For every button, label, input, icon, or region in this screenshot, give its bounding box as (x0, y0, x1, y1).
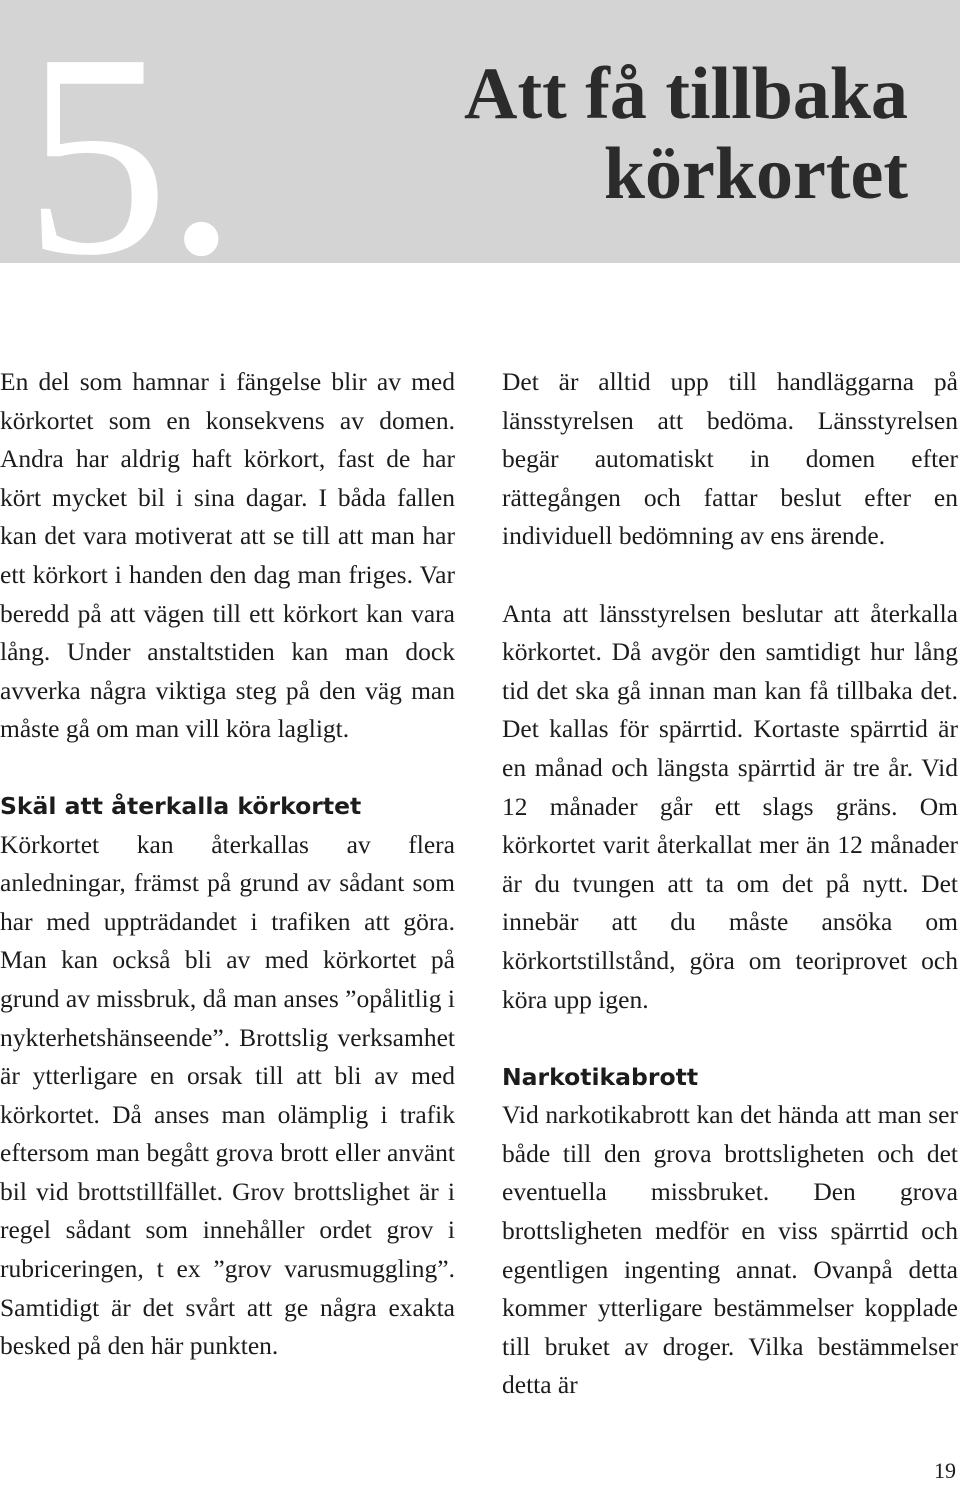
paragraph-sparrtid: Anta att länsstyrelsen beslutar att återkalla körkortet. Då avgör den samtidigt hur lång tid det ska gå innan man kan få tillbaka det. Det kallas för spärrtid. Kortaste spärrtid är en månad och längsta spärrtid är tre år. Vid 12 månader går ett slags gräns. Om körkortet varit återkallat mer än 12 månader är du tvungen att ta om det på nytt. Det innebär att du måste ansöka om körkortstillstånd, göra om teoriprovet och köra upp igen. (502, 598, 958, 1014)
intro-paragraph: En del som hamnar i fängelse blir av med körkortet som en konsekvens av domen. Andra har aldrig haft körkort, fast de har kört mycket bil i sina dagar. I båda fallen kan det vara motiverat att se till att man har ett körkort i handen den dag man friges. Var beredd på att vägen till ett körkort kan vara lång. Under anstaltstiden kan man dock avverka några viktiga steg på den väg man måste gå om man vill köra lagligt. (0, 367, 455, 744)
chapter-header (0, 0, 960, 315)
right-column (502, 363, 958, 1405)
section-heading-narkotikabrott: Narkotikabrott (502, 1062, 699, 1091)
section-paragraph-skal: Körkortet kan återkallas av flera anledningar, främst på grund av sådant som har med uppträdandet i trafiken att göra. Man kan också bli av med körkortet på grund av missbruk, då man anses ”opålitlig i nykterhetshänseende”. Brottslig verksamhet är ytterligare en orsak till att bli av med körkortet. Då anses man olämplig i trafik eftersom man begått grova brott eller använt bil vid brottstillfället. Grov brottslighet är i regel sådant som innehåller ordet grov i rubriceringen, t ex ”grov varusmuggling”. Samtidigt är det svårt att ge några exakta besked på den här punkten. (0, 829, 455, 1361)
chapter-title: Att få tillbaka körkortet (464, 53, 908, 215)
page-number: 19 (934, 1458, 956, 1483)
chapter-number: 5. (24, 0, 234, 315)
section-paragraph-narkotikabrott: Vid narkotikabrott kan det hända att man ser både till den grova brottsligheten och det eventuella missbruket. Den grova brottsligheten medför en viss spärrtid och egentligen ingenting annat. Ovanpå detta kommer ytterligare bestämmelser kopplade till bruket av droger. Vilka bestämmelser detta är (502, 1100, 958, 1400)
paragraph-lansstyrelsen: Det är alltid upp till handläggarna på länsstyrelsen att bedöma. Länsstyrelsen begär automatiskt in domen efter rättegången och fattar beslut efter en individuell bedömning av ens ärende. (502, 367, 958, 551)
left-column (0, 363, 455, 1366)
section-heading-skal: Skäl att återkalla körkortet (0, 791, 362, 820)
